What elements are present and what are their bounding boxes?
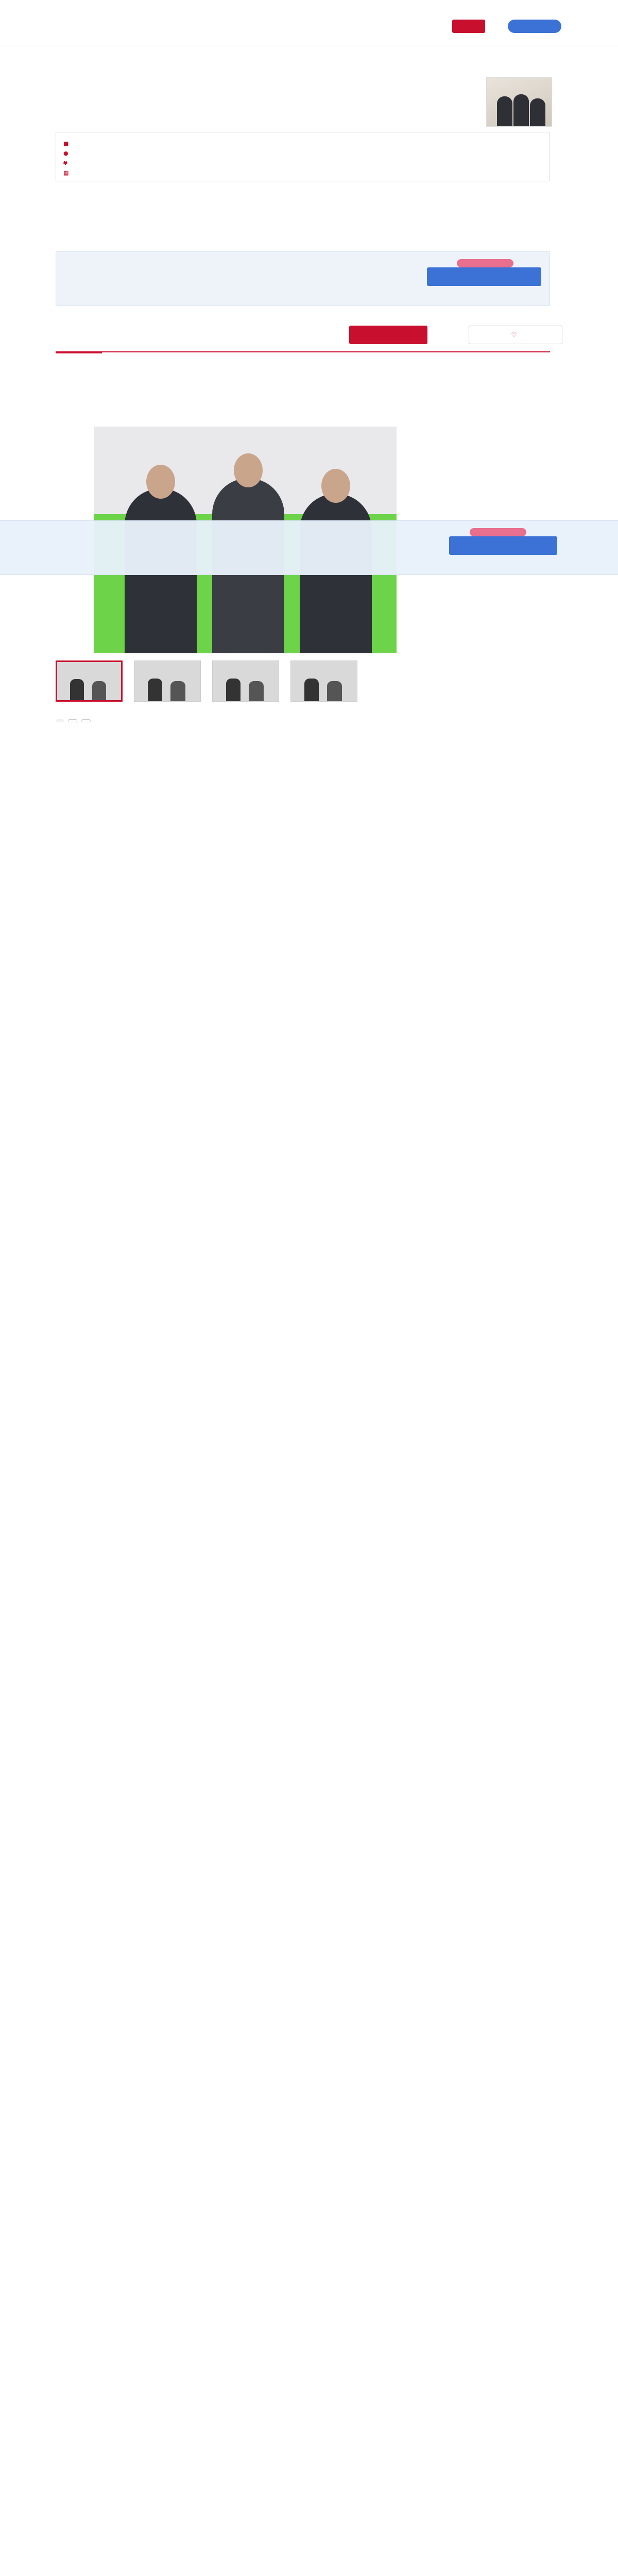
company-photo	[486, 77, 552, 127]
promo-signup-button[interactable]	[449, 536, 557, 555]
favorite-button[interactable]	[469, 326, 562, 344]
promo-badge	[470, 528, 526, 536]
feedback-question	[56, 719, 64, 722]
heart-icon: ♡	[511, 331, 517, 338]
photo-thumbnail[interactable]	[56, 660, 123, 702]
photo-person-head	[146, 465, 175, 499]
site-header	[0, 0, 618, 45]
promo-badge	[457, 259, 513, 267]
summary-row	[63, 148, 542, 158]
summary-row	[63, 168, 542, 178]
calendar-icon: ▦	[63, 170, 69, 176]
photo-person-head	[321, 469, 350, 503]
photo-person-head	[234, 453, 263, 487]
signup-promo-banner	[56, 251, 550, 306]
register-button[interactable]	[452, 20, 485, 33]
photo-thumbnail[interactable]	[212, 660, 279, 702]
site-logo[interactable]	[56, 9, 133, 33]
tab-active-indicator	[56, 351, 102, 353]
feedback-yes-button[interactable]	[68, 719, 77, 722]
company-photo-person	[497, 96, 512, 126]
signup-sticky-banner	[0, 520, 618, 575]
job-summary	[56, 132, 550, 181]
photo-thumbnail[interactable]	[134, 660, 201, 702]
photo-thumbnails	[56, 660, 357, 702]
briefcase-icon: ■	[63, 140, 69, 147]
photo-feedback	[56, 719, 91, 722]
company-photo-person	[513, 94, 529, 126]
promo-signup-button[interactable]	[427, 267, 541, 286]
summary-row	[63, 158, 542, 168]
pin-icon: ●	[63, 150, 68, 157]
feedback-no-button[interactable]	[81, 719, 91, 722]
photo-thumbnail[interactable]	[290, 660, 357, 702]
apply-button[interactable]	[349, 326, 427, 344]
summary-row	[63, 139, 542, 148]
login-button[interactable]	[508, 20, 561, 33]
company-photo-person	[530, 98, 545, 126]
yen-icon: ¥	[63, 160, 67, 166]
